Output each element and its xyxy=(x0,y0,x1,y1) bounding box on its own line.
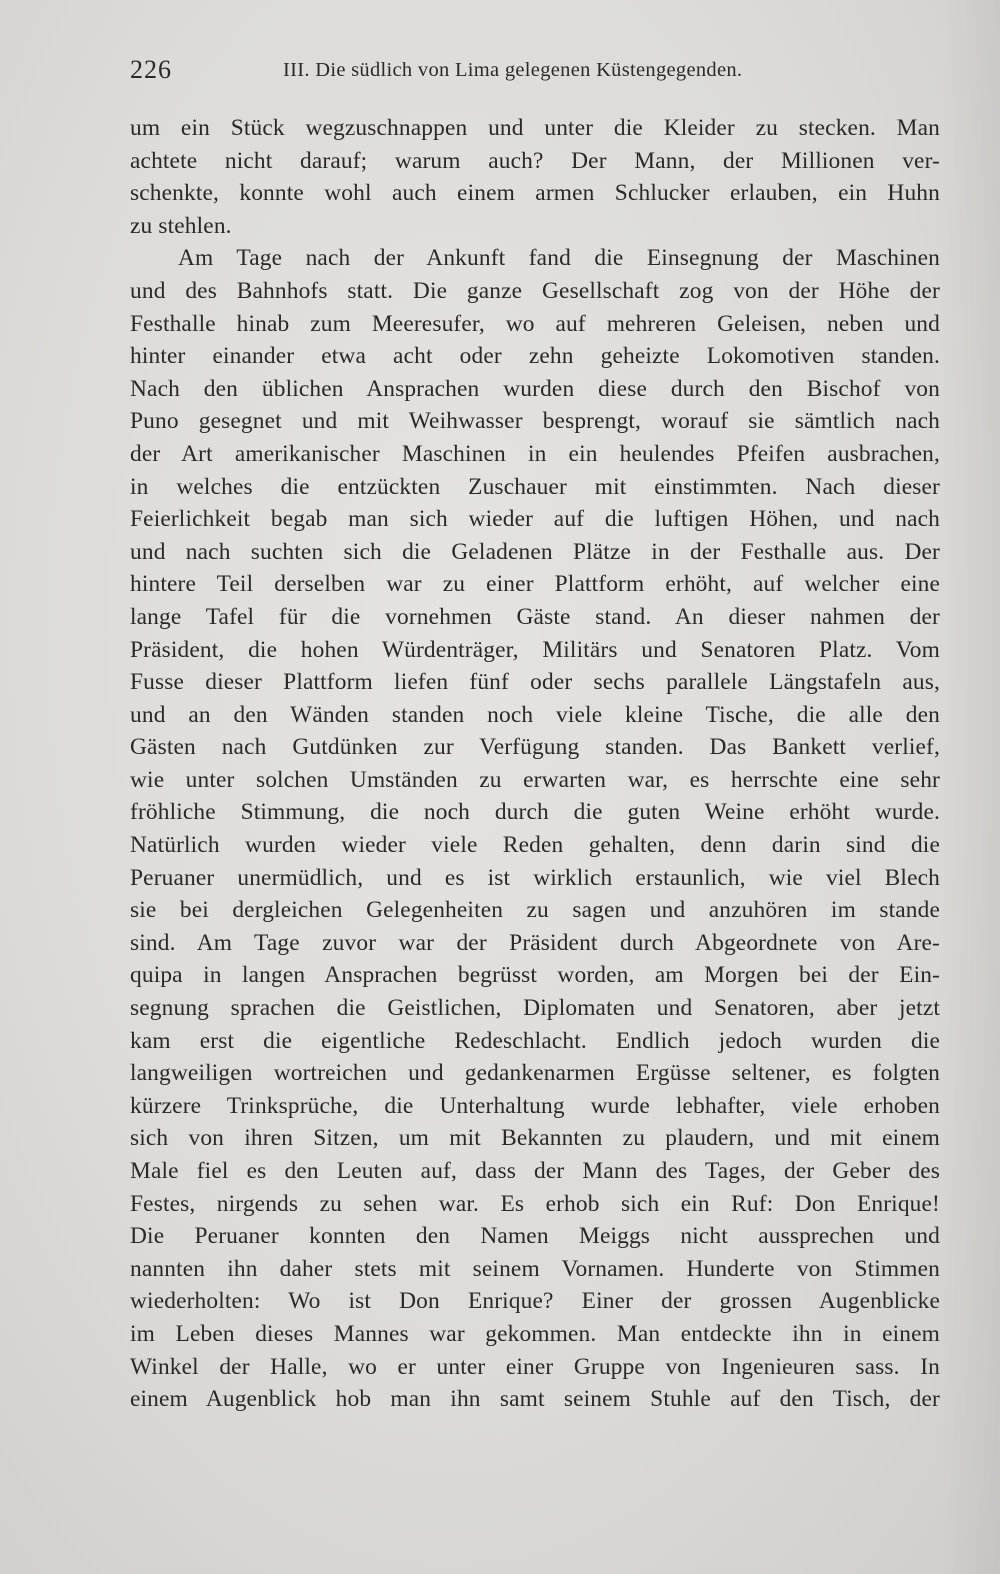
running-header xyxy=(130,55,940,91)
text-line: Peruaner unermüdlich, und es ist wirklich erstaunlich, wie viel Blech xyxy=(130,864,940,891)
text-line: achtete nicht darauf; warum auch? Der Mann, der Millionen ver- xyxy=(130,147,940,174)
text-line: um ein Stück wegzuschnappen und unter die Kleider zu stecken. Man xyxy=(130,115,940,141)
text-line: Winkel der Halle, wo er unter einer Gruppe von Ingenieuren sass. In xyxy=(130,1353,940,1380)
text-line: Nach den üblichen Ansprachen wurden diese durch den Bischof von xyxy=(130,375,940,402)
text-line: sind. Am Tage zuvor war der Präsident durch Abgeordnete von Are- xyxy=(130,929,940,956)
text-line: nannten ihn daher stets mit seinem Vornamen. Hunderte von Stimmen xyxy=(130,1255,940,1282)
text-line: kam erst die eigentliche Redeschlacht. Endlich jedoch wurden die xyxy=(130,1027,940,1054)
text-line: einem Augenblick hob man ihn samt seinem Stuhle auf den Tisch, der xyxy=(130,1386,940,1413)
text-line: und nach suchten sich die Geladenen Plätze in der Festhalle aus. Der xyxy=(130,538,940,565)
text-line: hintere Teil derselben war zu einer Plattform erhöht, auf welcher eine xyxy=(130,571,940,598)
text-line: fröhliche Stimmung, die noch durch die guten Weine erhöht wurde. xyxy=(130,799,940,826)
page-number: 226 xyxy=(130,55,172,84)
text-line: zu stehlen. xyxy=(130,212,232,239)
chapter-running-title: III. Die südlich von Lima gelegenen Küstengegenden. xyxy=(283,59,743,81)
text-line: wiederholten: Wo ist Don Enrique? Einer der grossen Augenblicke xyxy=(130,1288,940,1315)
text-line: Feierlichkeit begab man sich wieder auf die luftigen Höhen, und nach xyxy=(130,506,940,533)
text-line: und an den Wänden standen noch viele kleine Tische, die alle den xyxy=(130,701,940,728)
page-edge-shadow xyxy=(940,0,1000,1574)
text-line: Fusse dieser Plattform liefen fünf oder sechs parallele Längstafeln aus, xyxy=(130,669,940,696)
text-line: der Art amerikanischer Maschinen in ein heulendes Pfeifen ausbrachen, xyxy=(130,440,940,467)
text-line: in welches die entzückten Zuschauer mit einstimmten. Nach dieser xyxy=(130,473,940,500)
text-line: lange Tafel für die vornehmen Gäste stand. An dieser nahmen der xyxy=(130,603,940,630)
text-line: segnung sprachen die Geistlichen, Diplomaten und Senatoren, aber jetzt xyxy=(130,995,940,1022)
text-line: und des Bahnhofs statt. Die ganze Gesellschaft zog von der Höhe der xyxy=(130,277,940,304)
text-line: schenkte, konnte wohl auch einem armen Schlucker erlauben, ein Huhn xyxy=(130,180,940,207)
text-line: langweiligen wortreichen und gedankenarmen Ergüsse seltener, es folgten xyxy=(130,1060,940,1087)
text-line: Natürlich wurden wieder viele Reden gehalten, denn darin sind die xyxy=(130,832,940,859)
text-line: sie bei dergleichen Gelegenheiten zu sagen und anzuhören im stande xyxy=(130,897,940,924)
text-line: Präsident, die hohen Würdenträger, Militärs und Senatoren Platz. Vom xyxy=(130,636,940,663)
text-line: Puno gesegnet und mit Weihwasser besprengt, worauf sie sämtlich nach xyxy=(130,408,940,435)
body-text xyxy=(130,112,940,1416)
text-line: Male fiel es den Leuten auf, dass der Mann des Tages, der Geber des xyxy=(130,1158,940,1184)
text-line: wie unter solchen Umständen zu erwarten war, es herrschte eine sehr xyxy=(130,766,940,793)
text-line: quipa in langen Ansprachen begrüsst worden, am Morgen bei der Ein- xyxy=(130,962,940,989)
text-line: kürzere Trinksprüche, die Unterhaltung wurde lebhafter, viele erhoben xyxy=(130,1092,940,1119)
text-line: Festes, nirgends zu sehen war. Es erhob sich ein Ruf: Don Enrique! xyxy=(130,1190,940,1217)
text-line: sich von ihren Sitzen, um mit Bekannten zu plaudern, und mit einem xyxy=(130,1125,940,1152)
text-line: hinter einander etwa acht oder zehn geheizte Lokomotiven standen. xyxy=(130,343,940,370)
text-line: Gästen nach Gutdünken zur Verfügung standen. Das Bankett verlief, xyxy=(130,734,940,761)
text-line: Die Peruaner konnten den Namen Meiggs nicht aussprechen und xyxy=(130,1223,940,1250)
text-line: Am Tage nach der Ankunft fand die Einsegnung der Maschinen xyxy=(178,245,940,272)
text-line: im Leben dieses Mannes war gekommen. Man entdeckte ihn in einem xyxy=(130,1320,940,1347)
text-line: Festhalle hinab zum Meeresufer, wo auf mehreren Geleisen, neben und xyxy=(130,310,940,337)
